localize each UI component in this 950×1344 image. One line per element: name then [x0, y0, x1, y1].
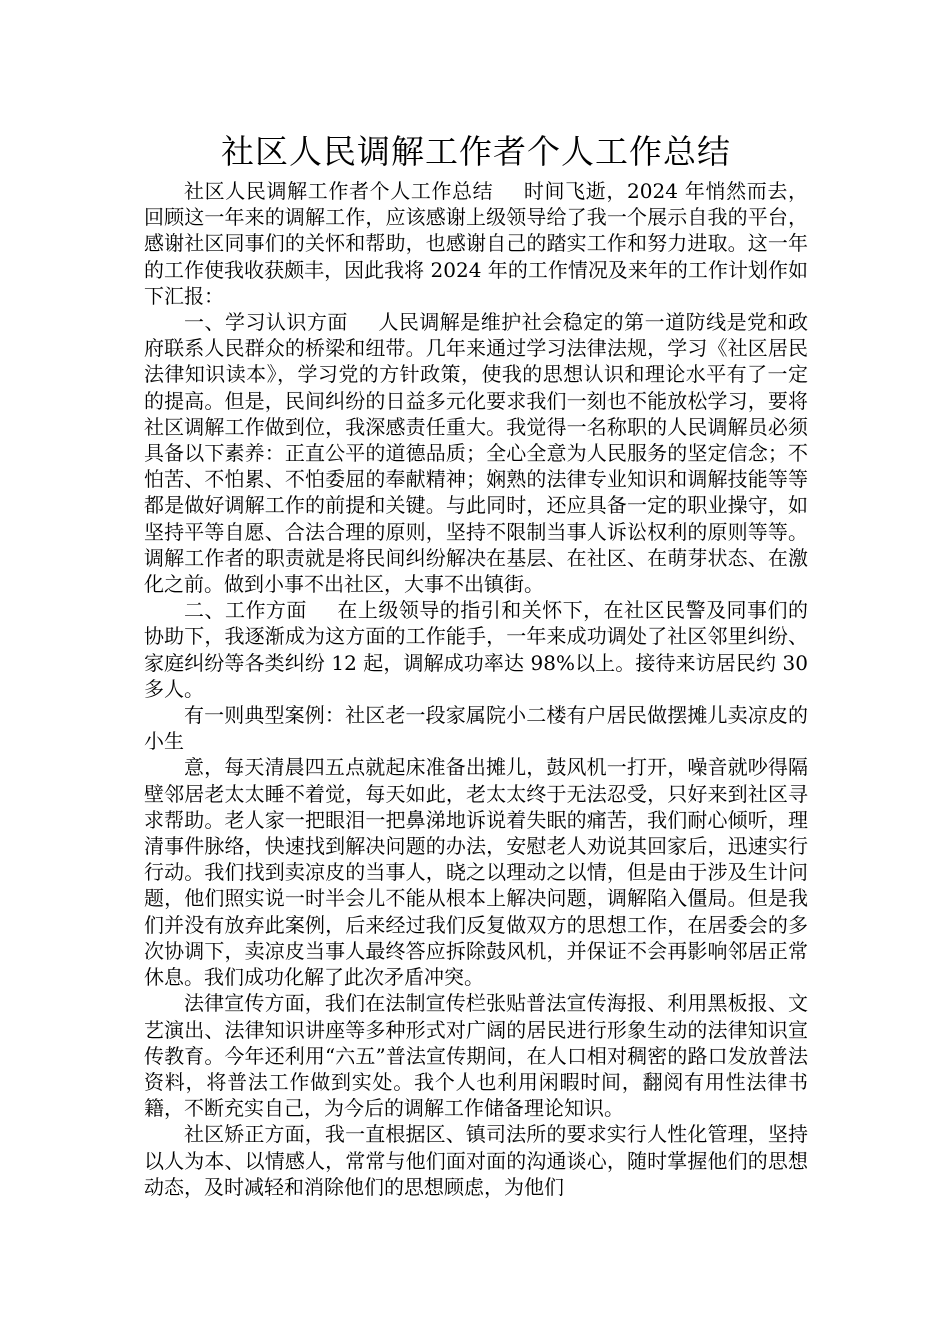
intro-text: 时间飞逝，2024 年悄然而去，回顾这一年来的调解工作，应该感谢上级领导给了我一个展示自我的平台，感谢社区同事们的关怀和帮助，也感谢自己的踏实工作和努力进取。这一年的工作使我收获颇丰，因此我将 2024 年的工作情况及来年的工作计划作如下汇报：	[144, 179, 808, 308]
work-text: 在上级领导的指引和关怀下，在社区民警及同事们的协助下，我逐渐成为这方面的工作能手，一年来成功调处了社区邻里纠纷、家庭纠纷等各类纠纷 12 起，调解成功率达 98%以上。接待来访居民约 30 多人。	[144, 598, 809, 701]
paragraph-intro	[144, 178, 808, 309]
community-correction-text: 社区矫正方面，我一直根据区、镇司法所的要求实行人性化管理，坚持以人为本、以情感人，常常与他们面对面的沟通谈心，随时掌握他们的思想动态，及时减轻和消除他们的思想顾虑，为他们	[144, 1122, 808, 1199]
paragraph-work	[144, 597, 808, 702]
intro-heading: 社区人民调解工作者个人工作总结	[184, 179, 494, 203]
document-page	[144, 128, 808, 1200]
case-detail-text: 意，每天清晨四五点就起床准备出摊儿，鼓风机一打开，噪音就吵得隔壁邻居老太太睡不着觉，每天如此，老太太终于无法忍受，只好来到社区寻求帮助。老人家一把眼泪一把鼻涕地诉说着失眠的痛苦，我们耐心倾听，理清事件脉络，快速找到解决问题的办法，安慰老人劝说其回家后，迅速实行行动。我们找到卖凉皮的当事人，晓之以理动之以情，但是由于涉及生计问题，他们照实说一时半会儿不能从根本上解决问题，调解陷入僵局。但是我们并没有放弃此案例，后来经过我们反复做双方的思想工作，在居委会的多次协调下，卖凉皮当事人最终答应拆除鼓风机，并保证不会再影响邻居正常休息。我们成功化解了此次矛盾冲突。	[144, 755, 808, 990]
work-heading: 二、工作方面	[184, 598, 307, 623]
document-body	[144, 178, 808, 1200]
paragraph-case-detail	[144, 754, 808, 990]
study-heading: 一、学习认识方面	[184, 310, 348, 335]
document-title: 社区人民调解工作者个人工作总结	[221, 132, 731, 171]
paragraph-legal-publicity	[144, 990, 808, 1121]
study-text: 人民调解是维护社会稳定的第一道防线是党和政府联系人民群众的桥梁和纽带。几年来通过学习法律法规，学习《社区居民法律知识读本》，学习党的方针政策，使我的思想认识和理论水平有了一定的提高。但是，民间纠纷的日益多元化要求我们一刻也不能放松学习，要将社区调解工作做到位，我深感责任重大。我觉得一名称职的人民调解员必须具备以下素养：正直公平的道德品质；全心全意为人民服务的坚定信念；不怕苦、不怕累、不怕委屈的奉献精神；娴熟的法律专业知识和调解技能等等都是做好调解工作的前提和关键。与此同时，还应具备一定的职业操守，如坚持平等自愿、合法合理的原则，坚持不限制当事人诉讼权利的原则等等。调解工作者的职责就是将民间纠纷解决在基层、在社区、在萌芽状态、在激化之前。做到小事不出社区，大事不出镇街。	[144, 310, 809, 597]
paragraph-study	[144, 309, 808, 597]
paragraph-community-correction	[144, 1121, 808, 1200]
case-intro-text: 有一则典型案例：社区老一段家属院小二楼有户居民做摆摊儿卖凉皮的小生	[144, 703, 808, 754]
legal-publicity-text: 法律宣传方面，我们在法制宣传栏张贴普法宣传海报、利用黑板报、文艺演出、法律知识讲座等多种形式对广阔的居民进行形象生动的法律知识宣传教育。今年还利用“六五”普法宣传期间，在人口相对稠密的路口发放普法资料，将普法工作做到实处。我个人也利用闲暇时间，翻阅有用性法律书籍，不断充实自己，为今后的调解工作储备理论知识。	[144, 991, 808, 1121]
paragraph-case-intro	[144, 702, 808, 754]
